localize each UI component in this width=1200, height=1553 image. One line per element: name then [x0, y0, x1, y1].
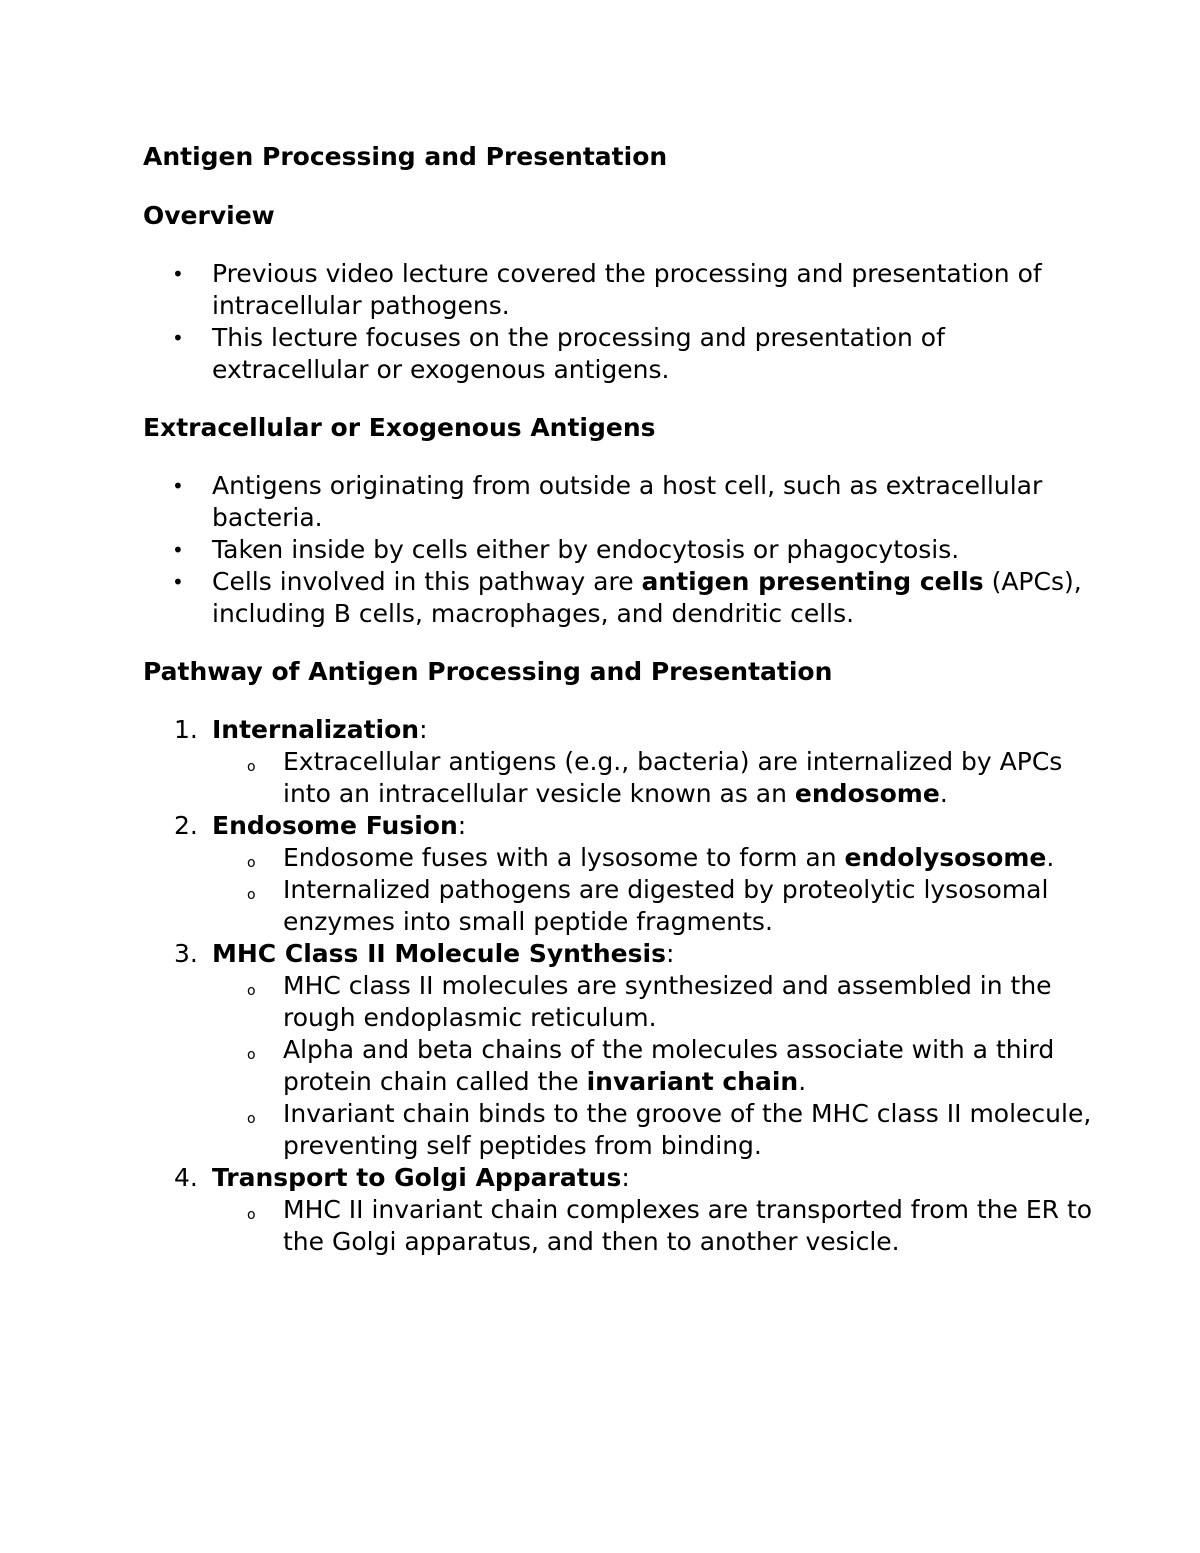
step-endosome-fusion — [174, 810, 1103, 938]
pathway-steps — [143, 714, 1103, 1258]
step-number: 4. — [174, 1163, 198, 1192]
extracellular-heading: Extracellular or Exogenous Antigens — [143, 413, 656, 442]
step-colon: : — [419, 715, 428, 744]
bullet-text: Cells involved in this pathway are — [212, 567, 642, 596]
step-sublist — [212, 1194, 1103, 1258]
sub-item — [283, 746, 1103, 810]
sub-item: o MHC II invariant chain complexes are transported from the ER to the Golgi apparatus, and then to another vesicle. — [283, 1194, 1103, 1258]
overview-bullet-1: • Previous video lecture covered the processing and presentation of intracellular pathogens. — [212, 258, 1103, 322]
bold-term-apc: antigen presenting cells — [641, 567, 984, 596]
sub-item — [283, 1034, 1103, 1098]
overview-list — [143, 258, 1103, 386]
sub-text: . — [798, 1067, 807, 1096]
sub-item: o Internalized pathogens are digested by proteolytic lysosomal enzymes into small peptide fragments. — [283, 874, 1103, 938]
extracellular-bullet-3 — [212, 566, 1103, 630]
document-title: Antigen Processing and Presentation — [143, 142, 668, 171]
sub-item: o MHC class II molecules are synthesized and assembled in the rough endoplasmic reticulum. — [283, 970, 1103, 1034]
step-sublist — [212, 746, 1103, 810]
step-mhc-synthesis — [174, 938, 1103, 1162]
pathway-heading: Pathway of Antigen Processing and Presentation — [143, 657, 833, 686]
extracellular-list — [143, 470, 1103, 630]
overview-bullet-2: • This lecture focuses on the processing and presentation of extracellular or exogenous antigens. — [212, 322, 1103, 386]
bold-term-endolysosome: endolysosome — [844, 843, 1047, 872]
bold-term-endosome: endosome — [794, 779, 940, 808]
step-title: Endosome Fusion — [212, 811, 458, 840]
step-sublist — [212, 842, 1103, 938]
step-title: MHC Class II Molecule Synthesis — [212, 939, 666, 968]
sub-text: . — [1046, 843, 1055, 872]
step-colon: : — [457, 811, 467, 840]
extracellular-bullet-2: • Taken inside by cells either by endocytosis or phagocytosis. — [212, 534, 1103, 566]
document-page — [143, 140, 1103, 1258]
overview-heading: Overview — [143, 201, 275, 230]
step-colon: : — [621, 1163, 630, 1192]
sub-text: . — [939, 779, 948, 808]
sub-text: Endosome fuses with a lysosome to form an — [283, 843, 845, 872]
step-number: 1. — [174, 715, 198, 744]
step-title: Transport to Golgi Apparatus — [212, 1163, 622, 1192]
step-internalization — [174, 714, 1103, 810]
step-golgi-transport — [174, 1162, 1103, 1258]
bold-term-invariant-chain: invariant chain — [586, 1067, 799, 1096]
bullet-text: (APCs), including B cells, macrophages, and dendritic cells. — [212, 567, 1082, 628]
sub-item: o Invariant chain binds to the groove of the MHC class II molecule, preventing self peptides from binding. — [283, 1098, 1103, 1162]
sub-text: Extracellular antigens (e.g., bacteria) are internalized by APCs into an intracellular vesicle known as an — [283, 747, 1063, 808]
step-title: Internalization — [212, 715, 420, 744]
sub-item — [283, 842, 1103, 874]
step-number: 3. — [174, 939, 198, 968]
step-sublist — [212, 970, 1103, 1162]
step-colon: : — [665, 939, 675, 968]
extracellular-bullet-1: • Antigens originating from outside a host cell, such as extracellular bacteria. — [212, 470, 1103, 534]
step-number: 2. — [174, 811, 198, 840]
sub-text: Alpha and beta chains of the molecules associate with a third protein chain called the — [283, 1035, 1055, 1096]
